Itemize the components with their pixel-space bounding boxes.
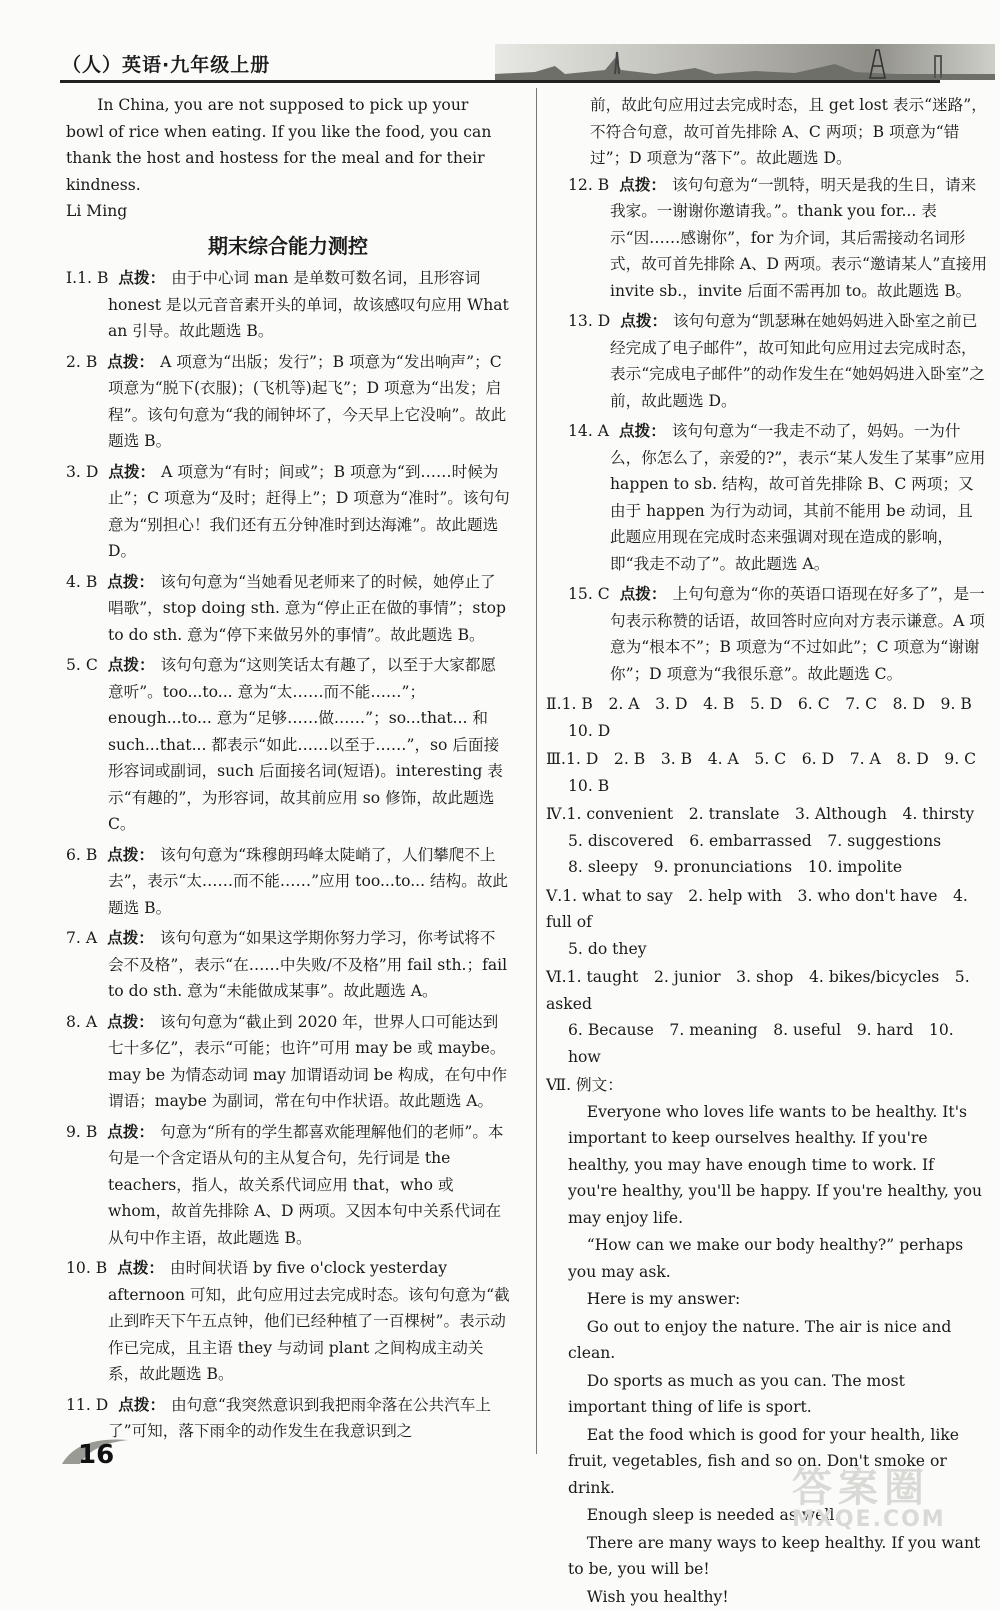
answer-key-line bbox=[546, 773, 988, 800]
essay-paragraph: “How can we make our body healthy?” perhaps you may ask. bbox=[568, 1236, 964, 1281]
answer-values: 1. D 2. B 3. B 4. A 5. C 6. D 7. A 8. D 9. C bbox=[566, 750, 977, 768]
tip-label: 点拨： bbox=[118, 269, 166, 287]
essay-paragraph: Go out to enjoy the nature. The air is nice and clean. bbox=[568, 1317, 952, 1362]
item-explanation: A 项意为“有时；间或”；B 项意为“到……时候为止”；C 项意为“及时；赶得上”；D 项意为“准时”。该句句意为“别担心！我们还有五分钟准时到达海滩”。故此题选 D。 bbox=[108, 462, 510, 560]
left-column bbox=[66, 92, 510, 1449]
section-label: Ⅲ. bbox=[546, 750, 566, 768]
watermark-url: MXQE.COM bbox=[792, 1507, 946, 1532]
answer-list-continued bbox=[568, 172, 988, 688]
item-explanation: 该句句意为“当她看见老师来了的时候，她停止了唱歌”，stop doing sth. 意为“停止正在做的事情”；stop to do sth. 意为“停下来做另外的事情”。故此题选 B。 bbox=[108, 572, 507, 644]
answer-item bbox=[66, 265, 510, 345]
answer-key-blocks bbox=[546, 691, 988, 1070]
tip-label: 点拨： bbox=[107, 845, 155, 864]
tip-label: 点拨： bbox=[107, 572, 155, 591]
answer-item bbox=[568, 418, 988, 577]
answer-item bbox=[66, 459, 510, 565]
item-explanation: 由时间状语 by five o'clock yesterday afternoon 可知，此句应用过去完成时态。该句句意为“截止到昨天下午五点钟，他们已经种植了一百棵树”。表示动作已完成，且主语 they 与动词 plant 之间构成主动关系，故此题选 B。 bbox=[108, 1259, 510, 1383]
item-explanation: 句意为“所有的学生都喜欢能理解他们的老师”。本句是一个含定语从句的主从复合句，先行词是 the teachers，指人，故关系代词应用 that，who 或 whom，故首先排除 A、D 两项。又因本句中关系代词在从句中作主语，故此题选 B。 bbox=[108, 1122, 504, 1247]
item-number: 4. B bbox=[66, 572, 98, 591]
answer-key-line bbox=[546, 854, 988, 881]
answer-values: 1. what to say 2. help with 3. who don't have 4. full of bbox=[546, 886, 968, 931]
item-explanation: 该句句意为“截止到 2020 年，世界人口可能达到七十多亿”，表示“可能；也许”可用 may be 或 maybe。may be 为情态动词 may 加谓语动词 be 构成，在句中作谓语；maybe 为副词，常在句中作状语。故此题选 A。 bbox=[108, 1012, 508, 1110]
right-column bbox=[546, 92, 988, 1611]
answer-item bbox=[66, 569, 510, 649]
answer-key-line bbox=[546, 883, 988, 936]
tip-label: 点拨： bbox=[117, 1259, 165, 1277]
answer-item bbox=[66, 1009, 510, 1115]
answer-item bbox=[66, 1255, 510, 1388]
item-explanation: 该句句意为“珠穆朗玛峰太陡峭了，人们攀爬不上去”，表示“太……而不能……”应用 too...to... 结构。故此题选 B。 bbox=[108, 845, 509, 917]
answer-values: 10. B bbox=[568, 776, 610, 795]
cityscape-icon bbox=[495, 44, 995, 80]
answer-item bbox=[66, 925, 510, 1005]
continued-explanation: 前，故此句应用过去完成时态，且 get lost 表示“迷路”，不符合句意，故可首先排除 A、C 两项；B 项意为“错过”；D 项意为“落下”。故此题选 D。 bbox=[590, 96, 987, 167]
item-number: Ⅰ.1. B bbox=[66, 269, 109, 287]
answer-key-line bbox=[546, 746, 988, 773]
answer-key-line bbox=[546, 828, 988, 855]
answer-key-block bbox=[546, 691, 988, 744]
item-explanation: 该句句意为“这则笑话太有趣了，以至于大家都愿意听”。too...to... 意为“太……而不能……”；enough...to... 意为“足够……做……”；so...that... 和 such...that... 都表示“如此……以至于……”，so 后面接形容词或副词，such 后面接名词(短语)。interesting 表示“有趣的”，为形容词，故其前应用 so 修饰，故此题选 C。 bbox=[108, 656, 503, 833]
item-number: 13. D bbox=[568, 312, 611, 330]
section-label: Ⅴ. bbox=[546, 886, 563, 905]
item-number: 12. B bbox=[568, 175, 610, 194]
answer-item bbox=[568, 172, 988, 305]
essay-paragraph: Enough sleep is needed as well. bbox=[586, 1506, 840, 1524]
answer-key-block bbox=[546, 746, 988, 799]
item-number: 8. A bbox=[66, 1012, 98, 1031]
tip-label: 点拨： bbox=[108, 462, 156, 481]
tip-label: 点拨： bbox=[619, 175, 667, 194]
item-explanation: 由句意“我突然意识到我把雨伞落在公共汽车上了”可知，落下雨伞的动作发生在我意识到之 bbox=[108, 1395, 491, 1440]
section-title: 期末综合能力测控 bbox=[208, 233, 368, 258]
tip-label: 点拨： bbox=[107, 1122, 155, 1141]
answer-item bbox=[66, 652, 510, 838]
item-number: 9. B bbox=[66, 1122, 98, 1141]
answer-values: 5. discovered 6. embarrassed 7. suggestions bbox=[568, 831, 942, 850]
answer-item bbox=[568, 308, 988, 414]
header-banner-image bbox=[495, 44, 995, 80]
tip-label: 点拨： bbox=[107, 352, 155, 371]
answer-key-line bbox=[546, 691, 988, 718]
answer-key-line bbox=[546, 1017, 988, 1070]
answer-key-block bbox=[546, 964, 988, 1070]
answer-values: 8. sleepy 9. pronunciations 10. impolite bbox=[568, 858, 903, 876]
answer-key-line bbox=[546, 718, 988, 745]
item-number: 7. A bbox=[66, 929, 98, 947]
watermark-logo bbox=[792, 1456, 992, 1532]
item-explanation: 该句句意为“一我走不动了，妈妈。一为什么，你怎么了，亲爱的?”，表示“某人发生了某事”应用 happen to sb. 结构，故可首先排除 B、C 两项；又由于 happen 为行为动词，其前不能用 be 动词，且此题应用现在完成时态来强调对现在造成的影响，即“我走不动了”。故此题选 A。 bbox=[610, 422, 986, 573]
answer-values: 1. convenient 2. translate 3. Although 4. thirsty bbox=[566, 805, 975, 823]
answer-values: 5. do they bbox=[568, 939, 647, 958]
item-explanation: 该句句意为“一凯特，明天是我的生日，请来我家。一谢谢你邀请我。”。thank you for... 表示“因……感谢你”，for 为介词，其后需接动名词形式，故可首先排除 A、D 两项。表示“邀请某人”直接用 invite sb.，invite 后面不需再加 to。故此题选 B。 bbox=[610, 175, 988, 300]
item-explanation: 由于中心词 man 是单数可数名词，且形容词 honest 是以元音音素开头的单词，故该感叹句应用 What an 引导。故此题选 B。 bbox=[108, 269, 509, 340]
letter-signature: Li Ming bbox=[66, 202, 128, 220]
tip-label: 点拨： bbox=[118, 1395, 166, 1414]
answer-key-block bbox=[546, 883, 988, 963]
answer-key-block bbox=[546, 801, 988, 881]
answer-key-line bbox=[546, 936, 988, 963]
column-divider bbox=[536, 88, 537, 1454]
header-rule bbox=[60, 80, 940, 83]
answer-key-line bbox=[546, 964, 988, 1017]
tip-label: 点拨： bbox=[619, 585, 667, 603]
answer-item bbox=[568, 581, 988, 687]
answer-key-line bbox=[546, 801, 988, 828]
answer-item bbox=[66, 1119, 510, 1252]
item-explanation: 该句句意为“如果这学期你努力学习，你考试将不会不及格”，表示“在……中失败/不及格”用 fail sth.；fail to do sth. 意为“未能做成某事”。故此题选 A。 bbox=[108, 929, 508, 1000]
answer-values: 1. taught 2. junior 3. shop 4. bikes/bicycles 5. asked bbox=[546, 968, 970, 1013]
item-number: 10. B bbox=[66, 1259, 108, 1277]
answer-values: 10. D bbox=[568, 721, 611, 740]
item-number: 11. D bbox=[66, 1395, 109, 1414]
item-explanation: 上句句意为“你的英语口语现在好多了”，是一句表示称赞的话语，故回答时应向对方表示谦意。A 项意为“根本不”；B 项意为“不过如此”；C 项意为“谢谢你”；D 项意为“我很乐意”。故此题选 C。 bbox=[610, 585, 985, 683]
book-title: （人）英语·九年级上册 bbox=[62, 54, 271, 76]
section-label: Ⅱ. bbox=[546, 695, 562, 713]
answer-values: 6. Because 7. meaning 8. useful 9. hard 10. how bbox=[568, 1021, 954, 1066]
item-number: 6. B bbox=[66, 845, 98, 864]
essay-paragraph: Here is my answer: bbox=[586, 1290, 741, 1308]
tip-label: 点拨： bbox=[107, 1012, 154, 1031]
essay-paragraph: Everyone who loves life wants to be healthy. It's important to keep ourselves healthy. If you're healthy, you may have enough time to work. If you're healthy, you'll be happy. If you're healthy, you may enjoy life. bbox=[568, 1102, 983, 1227]
section-label: Ⅵ. bbox=[546, 968, 567, 986]
item-number: 5. C bbox=[66, 656, 98, 674]
tip-label: 点拨： bbox=[619, 422, 666, 440]
item-number: 15. C bbox=[568, 585, 610, 603]
item-number: 2. B bbox=[66, 352, 98, 371]
essay-paragraph: There are many ways to keep healthy. If you want to be, you will be! bbox=[568, 1533, 981, 1578]
page-number: 16 bbox=[78, 1440, 115, 1470]
essay-paragraph: Eat the food which is good for your health, like fruit, vegetables, fish and so on. Don't smoke or drink. bbox=[568, 1425, 960, 1497]
item-number: 3. D bbox=[66, 462, 99, 481]
essay-paragraph: Do sports as much as you can. The most important thing of life is sport. bbox=[568, 1371, 905, 1416]
answer-list bbox=[66, 265, 510, 1445]
answer-values: 1. B 2. A 3. D 4. B 5. D 6. C 7. C 8. D 9. B bbox=[561, 695, 972, 713]
item-explanation: 该句句意为“凯瑟琳在她妈妈进入卧室之前已经完成了电子邮件”，故可知此句应用过去完成时态，表示“完成电子邮件”的动作发生在“她妈妈进入卧室”之前，故此题选 D。 bbox=[610, 312, 985, 410]
answer-item bbox=[66, 349, 510, 455]
letter-text: In China, you are not supposed to pick up your bowl of rice when eating. If you like the food, you can thank the host and hostess for the meal and for their kindness. bbox=[66, 96, 492, 194]
item-explanation: A 项意为“出版；发行”；B 项意为“发出响声”；C 项意为“脱下(衣服)；(飞机等)起飞”；D 项意为“出发；启程”。该句句意为“我的闹钟坏了，今天早上它没响”。故此题选 B。 bbox=[108, 352, 507, 450]
tip-label: 点拨： bbox=[107, 656, 155, 674]
tip-label: 点拨： bbox=[107, 929, 154, 947]
answer-item bbox=[66, 842, 510, 922]
sample-essay bbox=[568, 1099, 988, 1611]
section-label: Ⅳ. bbox=[546, 805, 567, 823]
tip-label: 点拨： bbox=[620, 312, 668, 330]
essay-label: Ⅶ. 例文： bbox=[546, 1076, 623, 1094]
item-number: 14. A bbox=[568, 422, 610, 440]
essay-paragraph: Wish you healthy! bbox=[586, 1587, 729, 1606]
watermark-text: 答案圈 bbox=[792, 1465, 930, 1511]
page-header bbox=[0, 0, 1000, 82]
